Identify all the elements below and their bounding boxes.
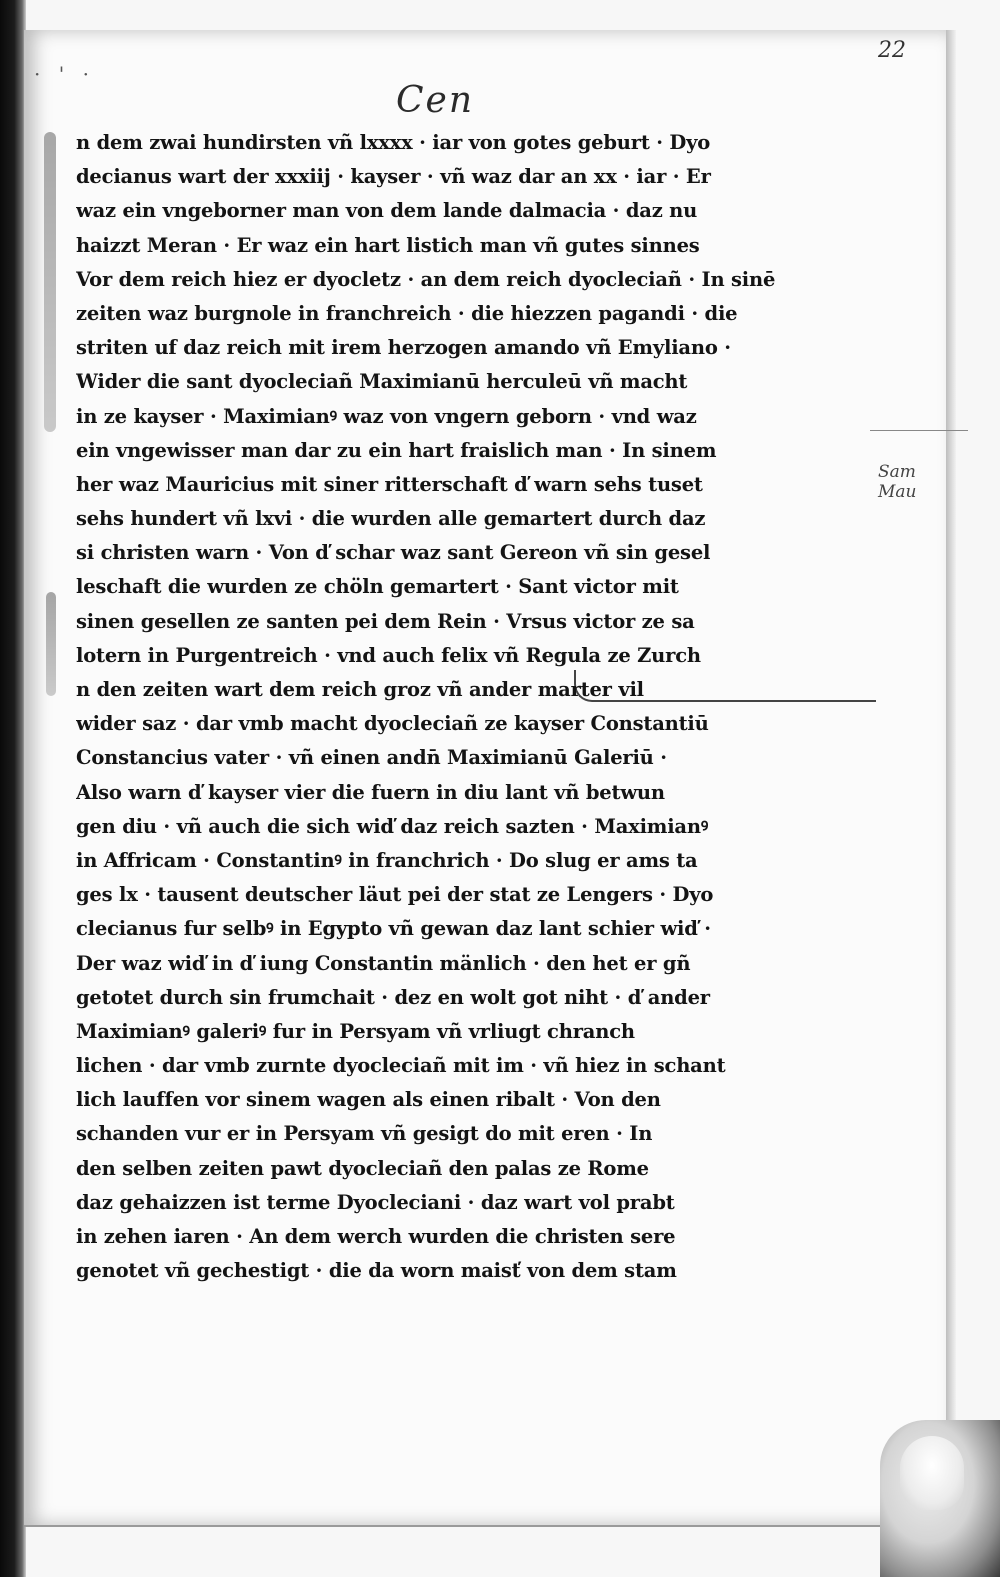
text-line: decianus wart der xxxiij · kayser · vñ waz dar an xx · iar · Er xyxy=(76,165,711,189)
text-line: schanden vur er in Persyam vñ gesigt do mit eren · In xyxy=(76,1122,653,1146)
margin-note-line: Sam xyxy=(878,462,916,482)
text-line: lichen · dar vmb zurnte dyocleciañ mit im · vñ hiez in schant xyxy=(76,1054,726,1078)
text-line: in ze kayser · Maximianꝰ waz von vngern geborn · vnd waz xyxy=(76,404,697,428)
text-line: den selben zeiten pawt dyocleciañ den palas ze Rome xyxy=(76,1156,649,1180)
text-line: sinen gesellen ze santen pei dem Rein · Vrsus victor ze sa xyxy=(76,609,695,633)
margin-rule xyxy=(870,430,968,431)
decorated-initial-i-second xyxy=(46,592,56,696)
text-line: haizzt Meran · Er waz ein hart listich man vñ gutes sinnes xyxy=(76,233,700,257)
text-line: leschaft die wurden ze chöln gemartert · Sant victor mit xyxy=(76,575,679,599)
text-line: waz ein vngeborner man von dem lande dalmacia · daz nu xyxy=(76,199,698,223)
text-line: daz gehaizzen ist terme Dyocleciani · daz wart vol prabt xyxy=(76,1190,675,1214)
heading-note: Cen xyxy=(396,80,475,121)
text-line: lich lauffen vor sinem wagen als einen ribalt · Von den xyxy=(76,1088,661,1112)
text-line: Constancius vater · vñ einen andn̄ Maximianū Galeriū · xyxy=(76,746,667,770)
text-line: genotet vñ gechestigt · die da worn maisť von dem stam xyxy=(76,1259,677,1283)
text-line: wider saz · dar vmb macht dyocleciañ ze kayser Constantiū xyxy=(76,712,709,736)
text-line: Wider die sant dyocleciañ Maximianū herculeū vñ macht xyxy=(76,370,688,394)
text-line: ein vngewisser man dar zu ein hart fraislich man · In sinem xyxy=(76,438,717,462)
text-line: n den zeiten wart dem reich groz vñ ander marter vil xyxy=(76,678,644,701)
margin-note-line: Mau xyxy=(878,482,917,502)
main-text-block xyxy=(76,126,876,1288)
book-binding xyxy=(0,0,26,1577)
corner-marks: · ' · xyxy=(34,62,95,86)
text-line: Vor dem reich hiez er dyocletz · an dem reich dyocleciañ · In sinē xyxy=(76,267,776,291)
text-line: gen diu · vñ auch die sich wiď daz reich sazten · Maximianꝰ xyxy=(76,814,709,838)
text-line: n dem zwai hundirsten vñ lxxxx · iar von gotes geburt · Dyo xyxy=(76,131,711,154)
text-line: in Affricam · Constantinꝰ in franchrich · Do slug er ams ta xyxy=(76,848,698,872)
text-line: si christen warn · Von ď schar waz sant Gereon vñ sin gesel xyxy=(76,541,711,565)
text-line: her waz Mauricius mit siner ritterschaft ď warn sehs tuset xyxy=(76,472,703,496)
text-line: zeiten waz burgnole in franchreich · die hiezzen pagandi · die xyxy=(76,301,738,325)
folio-number: 22 xyxy=(878,38,906,63)
text-line: striten uf daz reich mit irem herzogen amando vñ Emyliano · xyxy=(76,336,731,360)
text-line: sehs hundert vñ lxvi · die wurden alle gemartert durch daz xyxy=(76,507,706,531)
text-line: ges lx · tausent deutscher läut pei der stat ze Lengers · Dyo xyxy=(76,883,714,907)
text-line: Also warn ď kayser vier die fuern in diu lant vñ betwun xyxy=(76,780,665,804)
thumbnail-highlight xyxy=(900,1436,964,1510)
text-line: clecianus fur selbꝰ in Egypto vñ gewan daz lant schier wiď · xyxy=(76,917,711,941)
text-line: in zehen iaren · An dem werch wurden die christen sere xyxy=(76,1225,676,1248)
text-line: getotet durch sin frumchait · dez en wolt got niht · ď ander xyxy=(76,985,710,1009)
decorated-initial-i xyxy=(44,132,56,432)
margin-note xyxy=(878,462,917,502)
text-line: Der waz wiď in ď iung Constantin mänlich · den het er gñ xyxy=(76,951,691,975)
text-line: Maximianꝰ galeriꝰ fur in Persyam vñ vrliugt chranch xyxy=(76,1019,635,1043)
page-edge xyxy=(946,30,956,1527)
text-line: lotern in Purgentreich · vnd auch felix vñ Regula ze Zurch xyxy=(76,643,701,667)
